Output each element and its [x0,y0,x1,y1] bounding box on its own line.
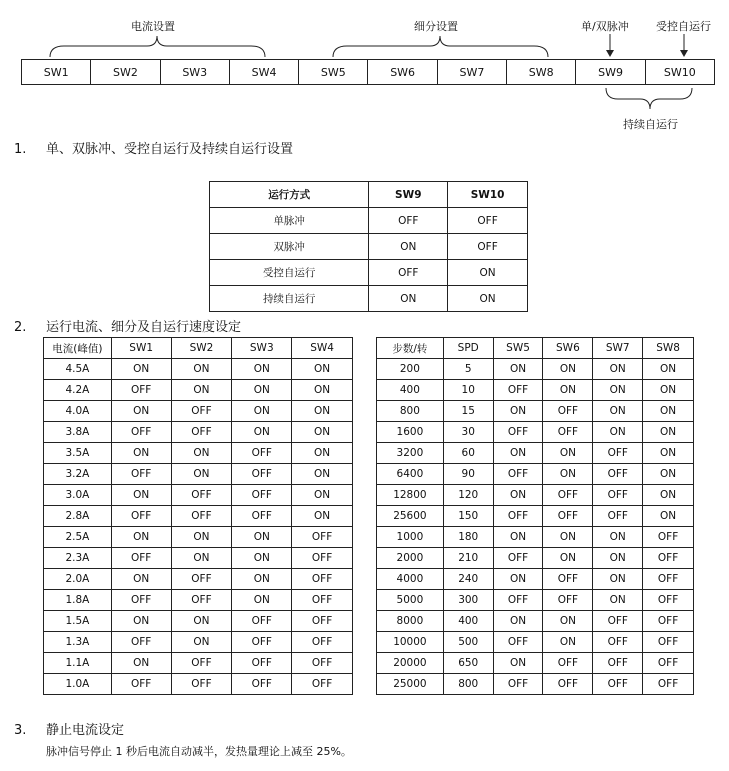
table-cell: ON [171,527,232,548]
table-cell: OFF [593,611,643,632]
table-cell: OFF [292,632,353,653]
table-cell: 1.0A [44,674,112,695]
table-cell: 单脉冲 [210,208,369,234]
table-cell: 1600 [377,422,444,443]
table-row [377,527,694,548]
table-cell: 300 [443,590,493,611]
table-cell: 500 [443,632,493,653]
table-row [44,674,353,695]
table-cell: ON [369,234,448,260]
table-cell: ON [232,548,292,569]
table-cell: OFF [369,260,448,286]
table-cell: 5000 [377,590,444,611]
table-cell: OFF [643,611,694,632]
table-row [377,464,694,485]
table-cell: 25600 [377,506,444,527]
table-cell: ON [593,569,643,590]
table-cell: ON [232,590,292,611]
header-cell: SW6 [543,338,593,359]
table-row [377,590,694,611]
table-cell: 12800 [377,485,444,506]
label-continuous-run: 持续自运行 [623,118,678,131]
table-cell: ON [593,590,643,611]
table-cell: OFF [292,527,353,548]
table-cell: OFF [593,632,643,653]
table-row [210,260,528,286]
table-cell: OFF [543,485,593,506]
label-controlled-run: 受控自运行 [656,20,711,33]
table-cell: OFF [448,234,528,260]
table-cell: OFF [171,422,232,443]
section-title: 单、双脉冲、受控自运行及持续自运行设置 [46,142,294,157]
table-row [377,485,694,506]
table-cell: ON [292,506,353,527]
header-cell: SW3 [232,338,292,359]
table-cell: ON [171,548,232,569]
table-cell: OFF [593,443,643,464]
table-cell: 1.5A [44,611,112,632]
table-cell: ON [111,443,171,464]
table-cell: OFF [232,443,292,464]
table-cell: ON [543,380,593,401]
table-cell: 25000 [377,674,444,695]
table-cell: ON [593,359,643,380]
table-cell: ON [493,527,543,548]
switch-sw7: SW7 [438,60,507,84]
table-cell: 4.2A [44,380,112,401]
table-cell: 90 [443,464,493,485]
table-row [210,208,528,234]
header-cell: SW10 [448,182,528,208]
table-cell: 1.1A [44,653,112,674]
table-cell: OFF [543,401,593,422]
switch-sw2: SW2 [91,60,160,84]
table-cell: 650 [443,653,493,674]
table-row [44,548,353,569]
table-cell: 2000 [377,548,444,569]
table-cell: ON [171,464,232,485]
table-cell: OFF [232,464,292,485]
table-cell: ON [111,359,171,380]
table-cell: ON [493,569,543,590]
dip-switch-bar [21,59,715,85]
table-cell: 双脉冲 [210,234,369,260]
table-cell: ON [493,653,543,674]
group-label-current: 电流设置 [131,20,175,33]
header-cell: SW4 [292,338,353,359]
table-row [377,611,694,632]
table-cell: ON [493,443,543,464]
table-cell: 200 [377,359,444,380]
table-cell: 180 [443,527,493,548]
table-row [377,401,694,422]
table-cell: OFF [593,485,643,506]
table-cell: OFF [369,208,448,234]
table-cell: ON [232,359,292,380]
table-cell: OFF [543,590,593,611]
switch-sw5: SW5 [299,60,368,84]
table-cell: ON [643,422,694,443]
table-row [44,611,353,632]
table-row [377,548,694,569]
table-cell: OFF [111,506,171,527]
table-cell: OFF [643,569,694,590]
table-cell: OFF [493,632,543,653]
table-cell: 1000 [377,527,444,548]
table-cell: ON [111,611,171,632]
table-cell: ON [111,485,171,506]
table-cell: 6400 [377,464,444,485]
current-setting-table [43,337,353,695]
table-cell: 2.5A [44,527,112,548]
table-cell: OFF [232,653,292,674]
table-cell: 240 [443,569,493,590]
table-cell: ON [448,286,528,312]
table-cell: 120 [443,485,493,506]
label-pulse-mode: 单/双脉冲 [581,20,629,33]
table-cell: OFF [111,590,171,611]
table-cell: OFF [171,590,232,611]
table-cell: 5 [443,359,493,380]
table-cell: OFF [232,485,292,506]
header-cell: 运行方式 [210,182,369,208]
table-cell: ON [232,401,292,422]
table-row [44,632,353,653]
switch-sw10: SW10 [663,65,696,79]
table-cell: ON [292,464,353,485]
table-cell: ON [171,632,232,653]
table-cell: OFF [493,464,543,485]
table-row [44,464,353,485]
table-cell: OFF [171,569,232,590]
table-cell: ON [543,548,593,569]
header-cell: SW2 [171,338,232,359]
table-cell: ON [111,653,171,674]
table-cell: 4.0A [44,401,112,422]
table-cell: OFF [593,653,643,674]
section-number: 3. [14,723,27,738]
table-cell: 3.5A [44,443,112,464]
table-row [44,401,353,422]
table-cell: OFF [643,527,694,548]
table-row [44,422,353,443]
section-title: 运行电流、细分及自运行速度设定 [46,320,242,335]
table-cell: 400 [443,611,493,632]
table-cell: OFF [493,422,543,443]
table-cell: 1.8A [44,590,112,611]
header-cell: SW7 [593,338,643,359]
table-cell: ON [171,443,232,464]
table-cell: OFF [111,422,171,443]
table-cell: 3.2A [44,464,112,485]
table-cell: 2.8A [44,506,112,527]
table-cell: OFF [232,611,292,632]
table-cell: OFF [448,208,528,234]
table-cell: OFF [643,653,694,674]
subdivision-setting-table [376,337,694,695]
table-cell: OFF [232,632,292,653]
table-cell: ON [171,359,232,380]
table-cell: OFF [593,674,643,695]
table-cell: OFF [292,611,353,632]
table-cell: OFF [292,569,353,590]
table-cell: OFF [493,380,543,401]
table-cell: 4000 [377,569,444,590]
table-cell: 15 [443,401,493,422]
table-cell: 800 [377,401,444,422]
table-cell: OFF [111,632,171,653]
table-cell: 800 [443,674,493,695]
header-cell: SW8 [643,338,694,359]
table-cell: OFF [292,548,353,569]
header-cell: 步数/转 [377,338,444,359]
table-cell: OFF [493,590,543,611]
table-row [377,569,694,590]
subdivision-brace [333,36,548,57]
switch-sw8: SW8 [507,60,576,84]
table-header-row [44,338,353,359]
table-cell: ON [493,485,543,506]
table-cell: ON [493,359,543,380]
table-cell: ON [543,611,593,632]
table-cell: OFF [593,506,643,527]
table-cell: ON [448,260,528,286]
table-cell: 8000 [377,611,444,632]
section-number: 1. [14,142,27,157]
table-cell: ON [232,569,292,590]
table-cell: ON [643,359,694,380]
table-cell: OFF [171,674,232,695]
table-cell: OFF [111,380,171,401]
table-row [44,359,353,380]
table-cell: ON [111,401,171,422]
table-cell: 400 [377,380,444,401]
current-brace [50,36,265,57]
table-cell: OFF [493,506,543,527]
standstill-current-note: 脉冲信号停止 1 秒后电流自动减半，发热量理论上减至 25%。 [46,745,352,758]
table-cell: ON [493,401,543,422]
table-cell: OFF [171,506,232,527]
header-cell: 电流(峰值) [44,338,112,359]
table-cell: OFF [543,653,593,674]
table-cell: 10 [443,380,493,401]
table-cell: 3200 [377,443,444,464]
table-row [44,527,353,548]
table-row [44,653,353,674]
table-cell: ON [292,380,353,401]
table-cell: OFF [643,590,694,611]
table-cell: ON [593,380,643,401]
arrow-down-icon [680,50,688,57]
table-cell: 4.5A [44,359,112,380]
header-cell: SW9 [369,182,448,208]
table-cell: OFF [171,401,232,422]
table-cell: ON [543,359,593,380]
table-cell: ON [232,527,292,548]
table-row [44,443,353,464]
table-row [377,422,694,443]
table-row [377,632,694,653]
table-cell: 150 [443,506,493,527]
arrow-down-icon [606,50,614,57]
table-cell: OFF [543,674,593,695]
table-row [377,674,694,695]
table-row [44,485,353,506]
table-cell: ON [593,527,643,548]
switch-sw1: SW1 [22,60,91,84]
table-cell: OFF [171,485,232,506]
switch-sw3: SW3 [161,60,230,84]
table-cell: ON [111,527,171,548]
table-cell: ON [292,443,353,464]
table-cell: OFF [493,674,543,695]
table-cell: ON [292,485,353,506]
table-cell: ON [232,422,292,443]
table-cell: ON [292,422,353,443]
section-title: 静止电流设定 [46,723,125,738]
table-cell: OFF [232,506,292,527]
switch-sw9: SW9 [576,60,645,84]
table-cell: ON [493,611,543,632]
table-cell: ON [593,401,643,422]
table-cell: OFF [111,674,171,695]
table-row [44,569,353,590]
table-cell: OFF [111,548,171,569]
table-cell: ON [543,632,593,653]
section-1-heading [14,138,293,157]
table-cell: OFF [543,506,593,527]
table-cell: ON [643,464,694,485]
table-cell: OFF [111,464,171,485]
table-cell: 30 [443,422,493,443]
table-cell: ON [543,443,593,464]
table-row [44,506,353,527]
table-row [377,380,694,401]
header-cell: SW1 [111,338,171,359]
table-cell: ON [171,611,232,632]
section-3-heading [14,719,124,738]
table-cell: ON [643,380,694,401]
table-cell: ON [369,286,448,312]
table-cell: 3.8A [44,422,112,443]
table-row [210,234,528,260]
table-cell: ON [593,548,643,569]
table-header-row [210,182,528,208]
table-cell: 3.0A [44,485,112,506]
table-cell: 2.0A [44,569,112,590]
table-cell: OFF [593,464,643,485]
table-header-row [377,338,694,359]
table-row [377,653,694,674]
table-cell: ON [643,485,694,506]
table-cell: ON [643,443,694,464]
table-cell: 2.3A [44,548,112,569]
section-2-heading [14,316,241,335]
table-cell: OFF [292,674,353,695]
table-cell: ON [593,422,643,443]
continuous-brace [606,88,692,109]
table-cell: ON [543,527,593,548]
table-row [377,359,694,380]
header-cell: SPD [443,338,493,359]
table-row [44,380,353,401]
switch-sw6: SW6 [368,60,437,84]
table-cell: OFF [643,632,694,653]
table-cell: 20000 [377,653,444,674]
table-cell: OFF [171,653,232,674]
table-cell: ON [232,380,292,401]
table-row [44,590,353,611]
table-cell: OFF [643,674,694,695]
table-cell: 10000 [377,632,444,653]
table-cell: 持续自运行 [210,286,369,312]
table-cell: OFF [543,569,593,590]
table-cell: 受控自运行 [210,260,369,286]
group-label-subdivision: 细分设置 [414,20,458,33]
table-cell: ON [292,401,353,422]
table-cell: OFF [493,548,543,569]
section-number: 2. [14,320,27,335]
table-cell: ON [643,506,694,527]
table-cell: OFF [543,422,593,443]
table-cell: ON [643,401,694,422]
header-cell: SW5 [493,338,543,359]
table-row [377,443,694,464]
table-cell: 1.3A [44,632,112,653]
table-cell: OFF [292,653,353,674]
table-cell: ON [111,569,171,590]
table-cell: ON [171,380,232,401]
table-cell: OFF [232,674,292,695]
table-cell: ON [292,359,353,380]
table-cell: OFF [643,548,694,569]
table-cell: 210 [443,548,493,569]
table-row [377,506,694,527]
table-row [210,286,528,312]
table-cell: OFF [292,590,353,611]
run-mode-table [209,181,528,312]
switch-sw4: SW4 [230,60,299,84]
table-cell: 60 [443,443,493,464]
table-cell: ON [543,464,593,485]
